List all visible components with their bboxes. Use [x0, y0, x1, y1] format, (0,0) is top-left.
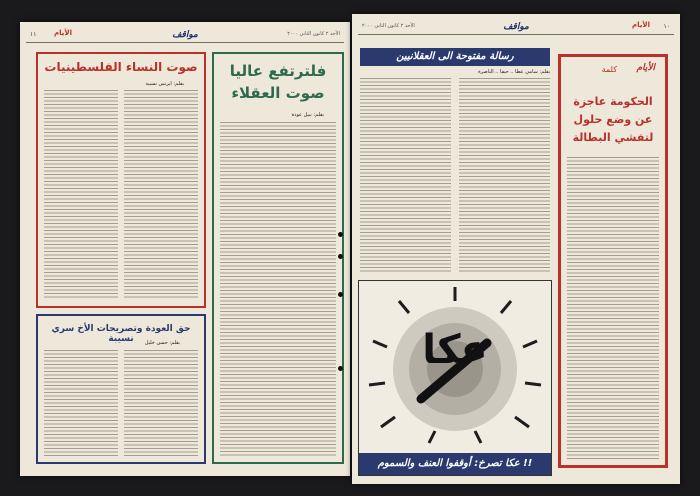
- left-page: [20, 22, 350, 476]
- article-rise-high: [212, 52, 344, 464]
- acre-ad-logo-text: عكا: [422, 327, 488, 373]
- editorial-body: [567, 157, 659, 459]
- editorial-title-line2: عن وضع حلول: [573, 113, 653, 126]
- article-title-line1: فلترتفع عاليا: [229, 62, 327, 80]
- article-body: [44, 90, 198, 300]
- article-byline: بقلم: ايرنس نسيبة: [145, 81, 184, 87]
- left-header-brand: مواقف: [172, 30, 198, 40]
- right-page: [352, 14, 680, 484]
- article-title-line2: صوت العقلاء: [231, 84, 325, 102]
- editorial-title-line3: لتفشي البطالة: [572, 131, 654, 144]
- editorial-box: [558, 54, 668, 468]
- punch-hole: [338, 254, 343, 259]
- article-title: حق العودة وتصريحات الأخ سري نسيبة: [51, 324, 191, 344]
- punch-hole: [338, 366, 343, 371]
- article-byline: بقلم: حسن خليل: [144, 340, 180, 346]
- left-page-number: ١١: [30, 31, 37, 38]
- article-title: صوت النساء الفلسطينيات: [44, 60, 198, 74]
- punch-hole: [338, 232, 343, 237]
- article-body: [44, 350, 198, 456]
- editorial-logo: الأيام: [636, 63, 655, 73]
- right-header-date: الأحد ٢ كانون الثاني ٢٠٠٠: [362, 23, 415, 29]
- editorial-title-line1: الحكومة عاجزة: [573, 95, 653, 108]
- left-header: [26, 28, 344, 43]
- left-header-date: الأحد ٢ كانون الثاني ٢٠٠٠: [287, 31, 340, 37]
- right-header: [358, 20, 674, 35]
- open-letter-banner: رسالة مفتوحة الى العقلانيين: [360, 48, 550, 66]
- article-body: [220, 122, 336, 456]
- acre-advertisement: [358, 280, 552, 476]
- article-right-of-return: [36, 314, 206, 464]
- open-letter-byline: بقلم: سامي عطا .. حيفا .. الناصرة: [478, 69, 550, 75]
- acre-ad-caption: عكا تصرخ: أوقفوا العنف والسموم !!: [359, 453, 551, 475]
- open-letter-body: [360, 78, 550, 274]
- editorial-label: كلمة: [601, 65, 617, 74]
- right-header-logo: الأيام: [632, 21, 650, 29]
- article-byline: بقلم: نبيل عودة: [291, 112, 324, 118]
- right-page-number: ١٠: [663, 23, 670, 30]
- punch-hole: [338, 292, 343, 297]
- right-header-brand: مواقف: [503, 22, 529, 32]
- article-palestinian-women: [36, 52, 206, 308]
- left-header-logo: الأيام: [54, 29, 72, 37]
